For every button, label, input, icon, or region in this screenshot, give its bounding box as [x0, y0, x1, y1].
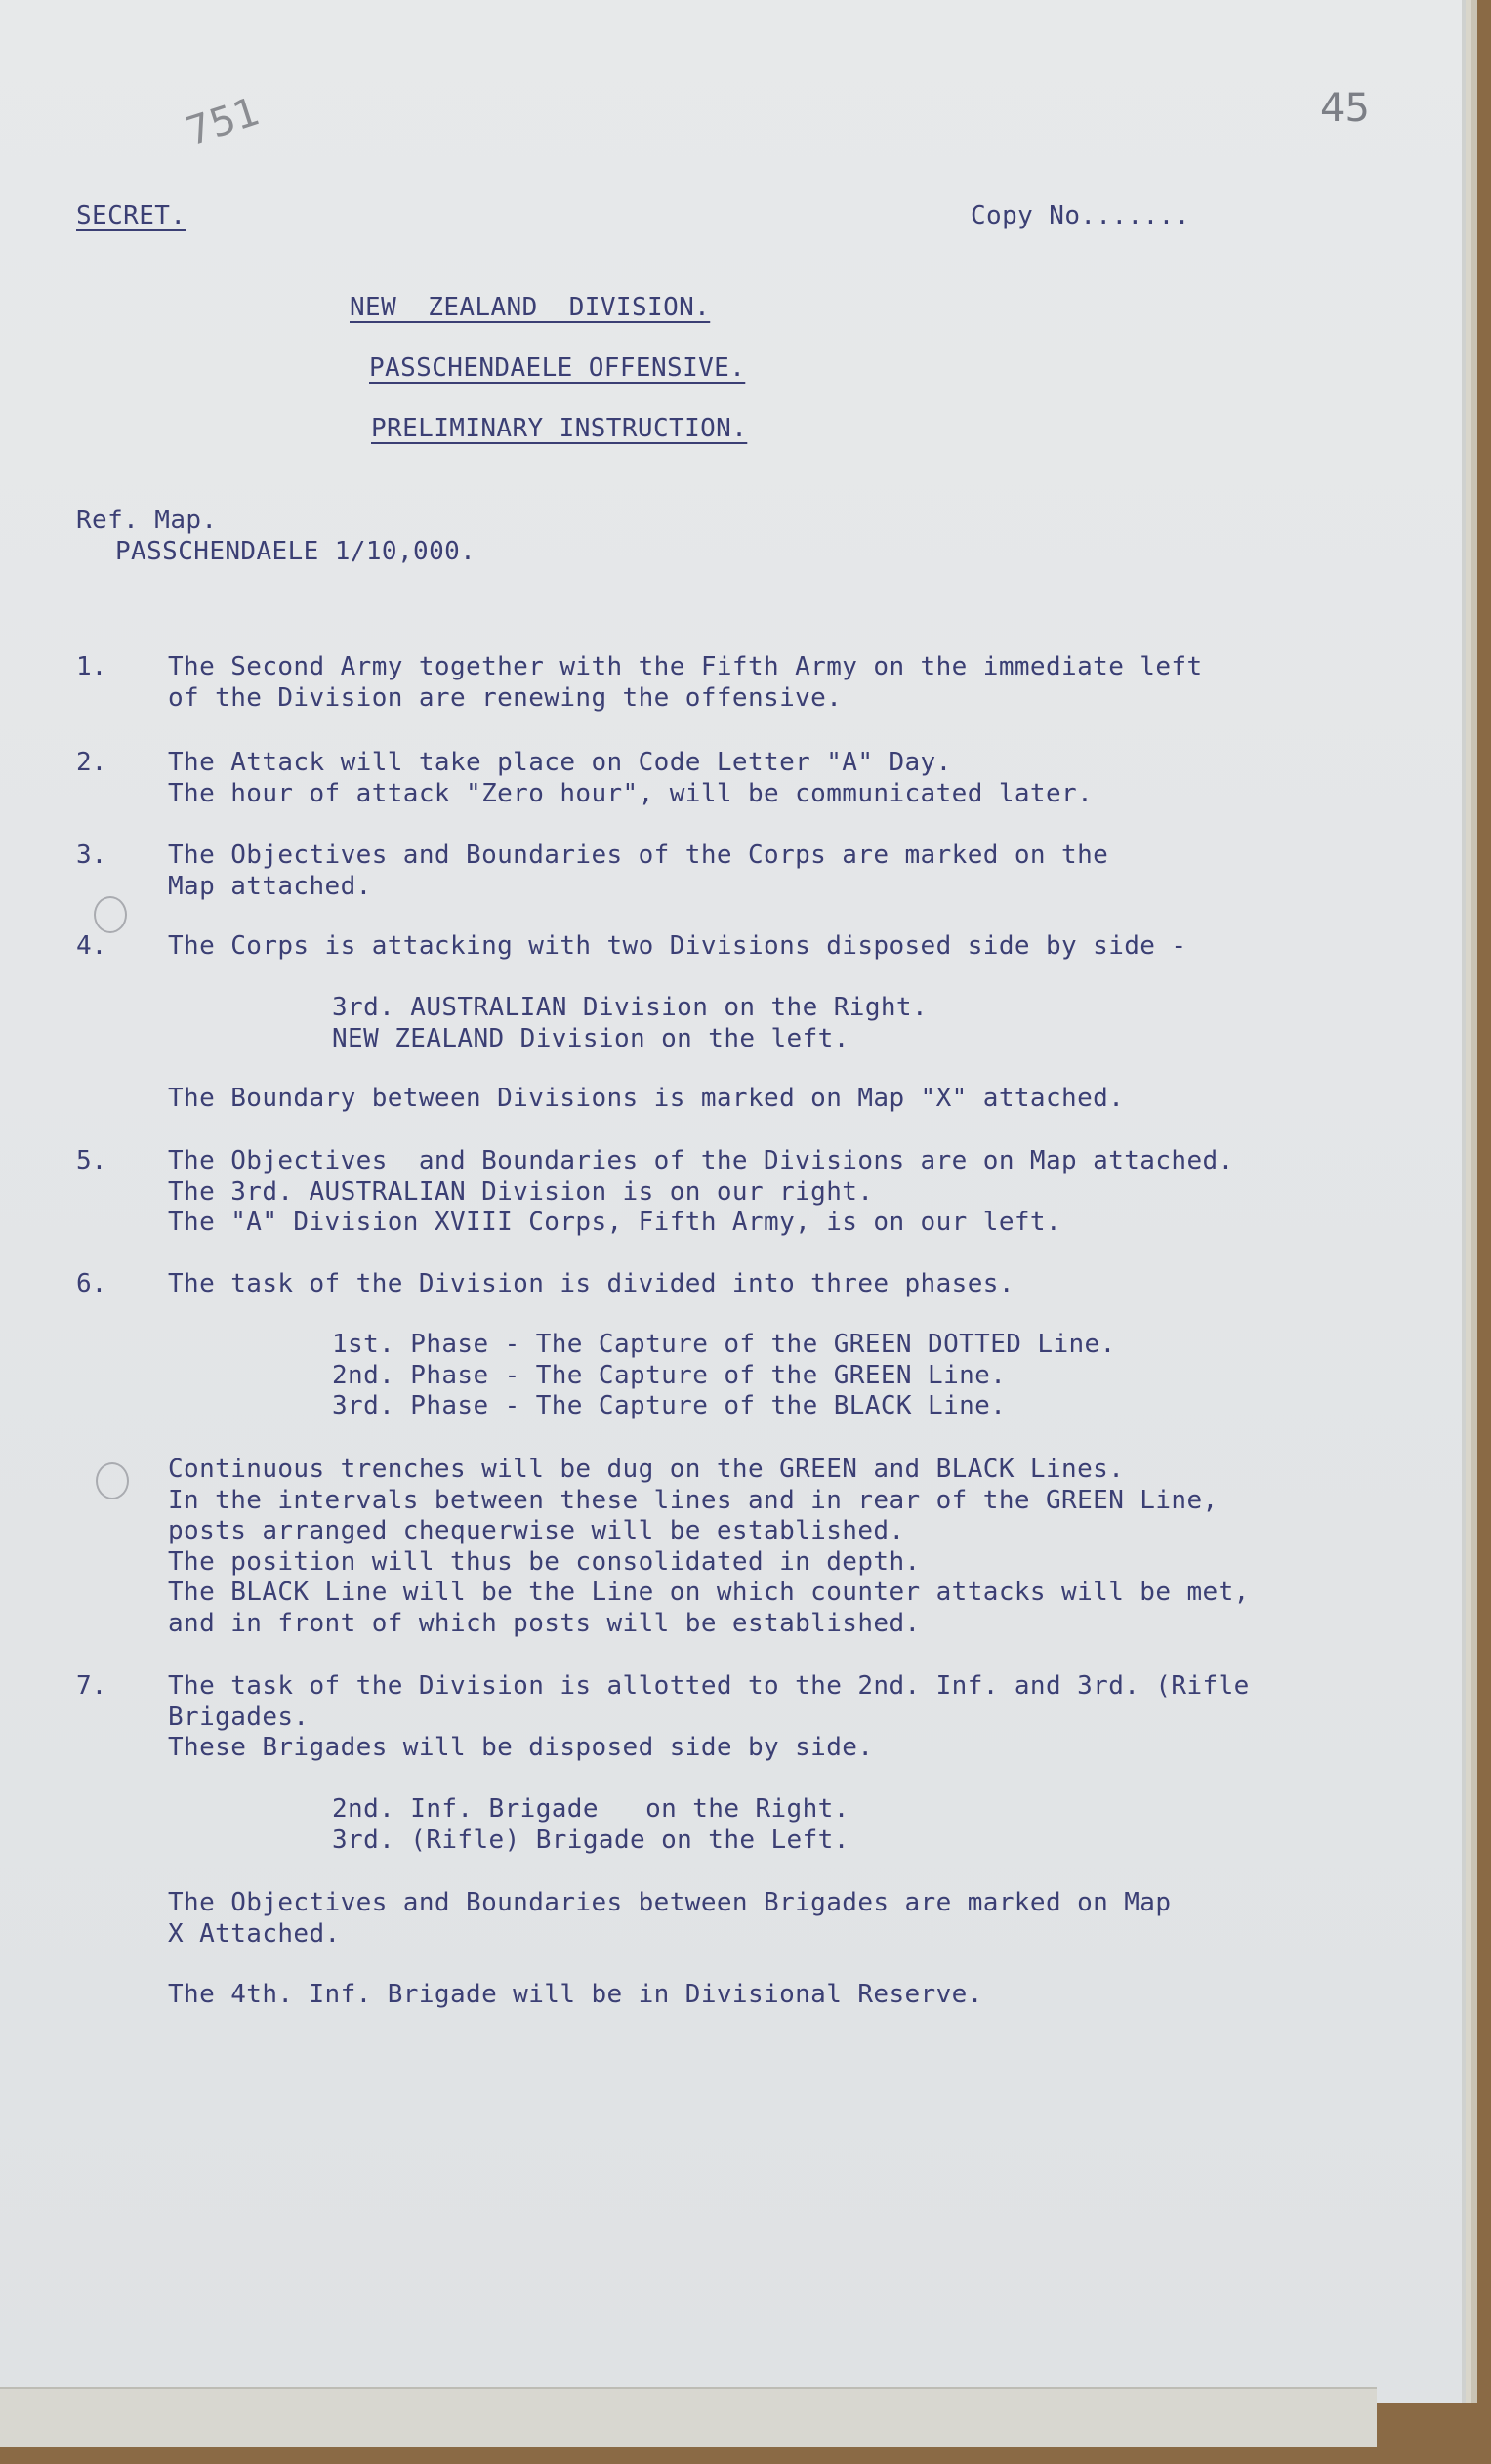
phase-list: 1st. Phase - The Capture of the GREEN DOTTED Line. 2nd. Phase - The Capture of the GREEN Line. 3rd. Phase - The Capture of the BLACK Line.	[332, 1330, 1116, 1420]
paragraph-text: The Second Army together with the Fifth Army on the immediate left of the Division are renewing the offensive.	[168, 652, 1203, 713]
title-division: NEW ZEALAND DIVISION.	[350, 293, 711, 322]
ref-map-sheet: PASSCHENDAELE 1/10,000.	[115, 537, 476, 566]
paragraph-number: 4.	[76, 931, 107, 961]
paragraph-text: The Corps is attacking with two Divisions disposed side by side -	[168, 931, 1187, 961]
copy-number: Copy No.......	[971, 201, 1190, 230]
paragraph-number: 2.	[76, 748, 107, 777]
punch-hole-mark	[96, 1462, 129, 1499]
paragraph-text: The Objectives and Boundaries between Brigades are marked on Map X Attached.	[168, 1888, 1172, 1949]
ref-map-label: Ref. Map.	[76, 506, 218, 535]
paragraph-text: The task of the Division is divided into three phases.	[168, 1269, 1015, 1298]
paragraph-text: The Boundary between Divisions is marked on Map "X" attached.	[168, 1084, 1125, 1113]
paragraph-text: The Attack will take place on Code Letter "A" Day. The hour of attack "Zero hour", will be communicated later.	[168, 748, 1094, 808]
paragraph-text: The Objectives and Boundaries of the Divisions are on Map attached. The 3rd. AUSTRALIAN Division is on our right. The "A" Division XVIII Corps, Fifth Army, is on our left.	[168, 1146, 1234, 1237]
paragraph-number: 7.	[76, 1671, 107, 1701]
classification-label: SECRET.	[76, 201, 186, 230]
archive-number: 751	[180, 89, 266, 155]
underlying-page-edge	[0, 2387, 1377, 2447]
paragraph-text: The task of the Division is allotted to the 2nd. Inf. and 3rd. (Rifle Brigades. These Brigades will be disposed side by side.	[168, 1671, 1250, 1762]
division-disposition: 3rd. AUSTRALIAN Division on the Right. NEW ZEALAND Division on the left.	[332, 993, 929, 1053]
title-offensive: PASSCHENDAELE OFFENSIVE.	[369, 353, 746, 383]
paragraph-text: The Objectives and Boundaries of the Corps are marked on the Map attached.	[168, 841, 1109, 901]
paragraph-number: 3.	[76, 841, 107, 870]
brigade-disposition: 2nd. Inf. Brigade on the Right. 3rd. (Rifle) Brigade on the Left.	[332, 1794, 849, 1855]
punch-hole-mark	[94, 896, 127, 933]
paragraph-text: The 4th. Inf. Brigade will be in Divisional Reserve.	[168, 1980, 983, 2009]
paragraph-number: 6.	[76, 1269, 107, 1298]
paragraph-number: 1.	[76, 652, 107, 681]
title-instruction: PRELIMINARY INSTRUCTION.	[371, 414, 748, 443]
paragraph-text: Continuous trenches will be dug on the GREEN and BLACK Lines. In the intervals between these lines and in rear of the GREEN Line, posts arranged chequerwise will be established. The position will thus be consolidated in depth. The BLACK Line will be the Line on which counter attacks will be met, and in front of which posts will be established.	[168, 1455, 1250, 1638]
page-number: 45	[1320, 86, 1370, 131]
paragraph-number: 5.	[76, 1146, 107, 1175]
